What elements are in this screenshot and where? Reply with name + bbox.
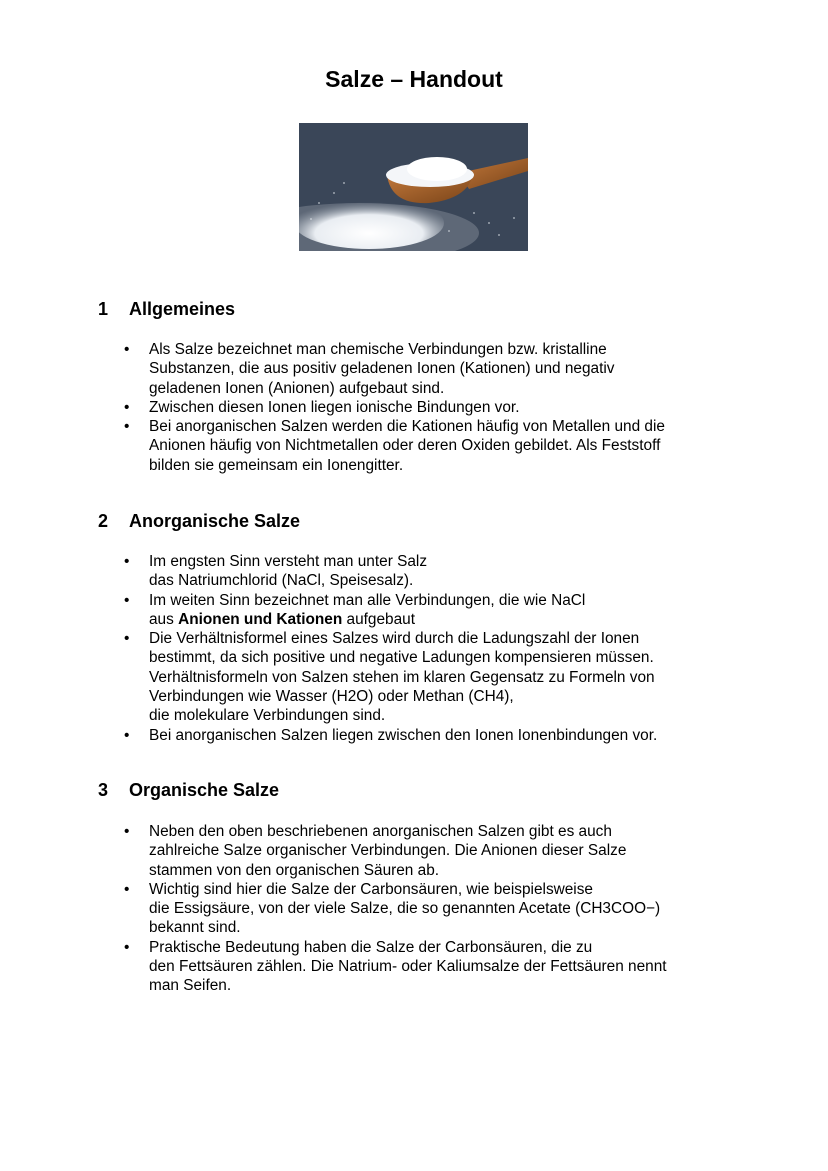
section-title: Allgemeines bbox=[129, 299, 236, 319]
bullet-list-anorganische-salze bbox=[124, 552, 724, 745]
list-item: • Bei anorganischen Salzen liegen zwischen den Ionen Ionenbindungen vor. bbox=[124, 726, 724, 745]
section-heading-organische-salze bbox=[98, 780, 279, 801]
emphasis-text: Anionen und Kationen bbox=[178, 610, 343, 628]
list-item: • Bei anorganischen Salzen werden die Kationen häufig von Metallen und die Anionen häufig von Nichtmetallen oder deren Oxiden gebildet. Als Feststoff bilden sie gemeinsam ein Ionengitter. bbox=[124, 417, 724, 475]
section-title: Organische Salze bbox=[129, 780, 280, 800]
list-item: • Wichtig sind hier die Salze der Carbonsäuren, wie beispielsweise die Essigsäure, von der viele Salze, die so genannten Acetate (CH3COO−) bekannt sind. bbox=[124, 880, 724, 938]
salt-spoon-image bbox=[299, 123, 528, 251]
bullet-list-organische-salze bbox=[124, 822, 724, 996]
section-heading-anorganische-salze bbox=[98, 511, 300, 532]
section-title: Anorganische Salze bbox=[129, 511, 301, 531]
page-title: Salze – Handout bbox=[325, 66, 503, 92]
section-heading-allgemeines bbox=[98, 299, 235, 320]
list-item: • Als Salze bezeichnet man chemische Verbindungen bzw. kristalline Substanzen, die aus positiv geladenen Ionen (Kationen) und negativ geladenen Ionen (Anionen) aufgebaut sind. bbox=[124, 340, 724, 398]
list-item: • Die Verhältnisformel eines Salzes wird durch die Ladungszahl der Ionen bestimmt, da sich positive und negative Ladungen kompensieren müssen. Verhältnisformeln von Salzen stehen im klaren Gegensatz zu Formeln von Verbindungen wie Wasser (H2O) oder Methan (CH4), die molekulare Verbindungen sind. bbox=[124, 629, 724, 725]
bullet-list-allgemeines bbox=[124, 340, 724, 475]
list-item: • Zwischen diesen Ionen liegen ionische Bindungen vor. bbox=[124, 398, 724, 417]
section-number: 1 bbox=[98, 299, 109, 319]
list-item: • Im engsten Sinn versteht man unter Salz das Natriumchlorid (NaCl, Speisesalz). bbox=[124, 552, 724, 591]
list-item: • Im weiten Sinn bezeichnet man alle Verbindungen, die wie NaCl aus Anionen und Kationen aufgebaut bbox=[124, 591, 724, 630]
list-item: • Neben den oben beschriebenen anorganischen Salzen gibt es auch zahlreiche Salze organischer Verbindungen. Die Anionen dieser Salze stammen von den organischen Säuren ab. bbox=[124, 822, 724, 880]
list-item: • Praktische Bedeutung haben die Salze der Carbonsäuren, die zu den Fettsäuren zählen. Die Natrium- oder Kaliumsalze der Fettsäuren nennt man Seifen. bbox=[124, 938, 724, 996]
section-number: 2 bbox=[98, 511, 109, 531]
section-number: 3 bbox=[98, 780, 109, 800]
